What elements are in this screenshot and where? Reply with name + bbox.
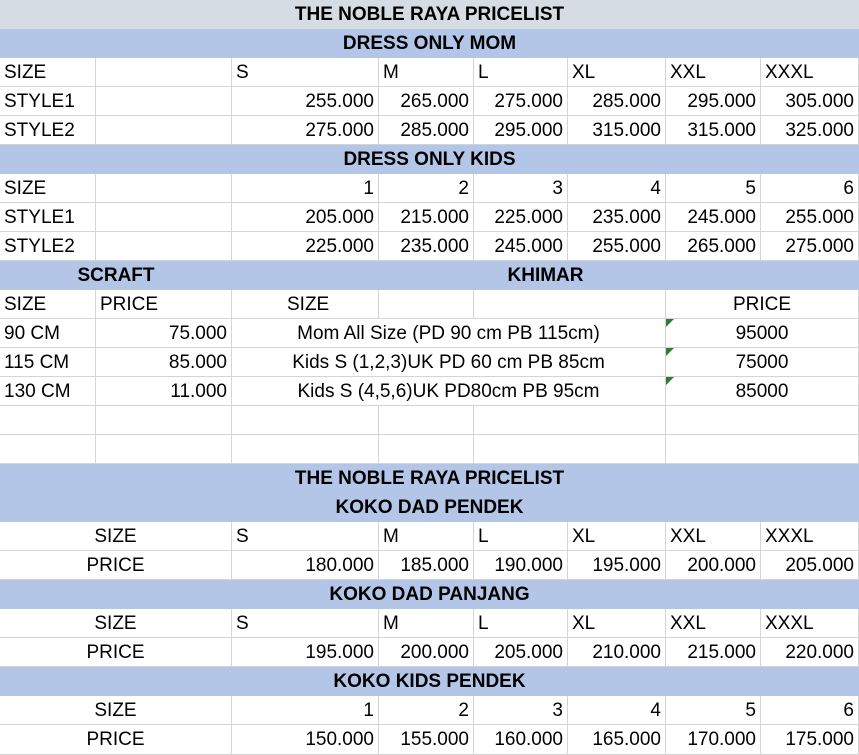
price-cell[interactable]: 185.000 <box>379 551 474 580</box>
size-cell[interactable]: L <box>474 522 568 551</box>
price-label[interactable]: PRICE <box>0 551 232 580</box>
price-cell[interactable]: 295.000 <box>666 87 761 116</box>
price-cell[interactable]: 190.000 <box>474 551 568 580</box>
empty-cell[interactable] <box>379 290 474 319</box>
price-cell[interactable]: 225.000 <box>232 232 379 261</box>
empty-cell[interactable] <box>96 116 232 145</box>
scraft-price[interactable]: 85.000 <box>96 348 232 377</box>
price-cell[interactable]: 165.000 <box>568 725 666 755</box>
empty-cell[interactable] <box>96 203 232 232</box>
empty-cell[interactable] <box>474 290 666 319</box>
size-cell[interactable]: 6 <box>761 174 859 203</box>
section-header-koko-panjang <box>0 580 859 609</box>
empty-cell[interactable] <box>96 435 232 464</box>
khimar-size[interactable]: Kids S (4,5,6)UK PD80cm PB 95cm <box>232 377 666 406</box>
koko-pendek-price-row <box>0 551 859 580</box>
price-cell[interactable]: 155.000 <box>379 725 474 755</box>
dress-kids-style2-row <box>0 232 859 261</box>
size-cell[interactable]: 2 <box>379 174 474 203</box>
price-cell[interactable]: 170.000 <box>666 725 761 755</box>
empty-cell[interactable] <box>96 406 232 435</box>
size-label[interactable]: SIZE <box>0 609 232 638</box>
empty-cell[interactable] <box>0 406 96 435</box>
size-label[interactable]: SIZE <box>0 174 96 203</box>
price-cell[interactable]: 205.000 <box>232 203 379 232</box>
scraft-khimar-row <box>0 377 859 406</box>
koko-panjang-price-row <box>0 638 859 667</box>
scraft-size[interactable]: 130 CM <box>0 377 96 406</box>
section-header-dress-mom <box>0 29 859 58</box>
size-cell[interactable]: XL <box>568 522 666 551</box>
price-cell[interactable]: 210.000 <box>568 638 666 667</box>
size-label[interactable]: SIZE <box>0 522 232 551</box>
khimar-size[interactable]: Kids S (1,2,3)UK PD 60 cm PB 85cm <box>232 348 666 377</box>
price-label[interactable]: PRICE <box>0 638 232 667</box>
khimar-title[interactable]: KHIMAR <box>507 265 584 286</box>
scraft-price[interactable]: 75.000 <box>96 319 232 348</box>
price-cell[interactable]: 245.000 <box>666 203 761 232</box>
price-cell[interactable]: 180.000 <box>232 551 379 580</box>
price-cell[interactable]: 255.000 <box>761 203 859 232</box>
scraft-price-label[interactable]: PRICE <box>96 290 232 319</box>
khimar-price-label[interactable]: PRICE <box>666 290 859 319</box>
scraft-khimar-row <box>0 348 859 377</box>
size-cell[interactable]: XXXL <box>761 522 859 551</box>
empty-cell[interactable] <box>96 58 232 87</box>
size-cell[interactable]: 1 <box>232 174 379 203</box>
blank-row <box>0 406 859 435</box>
price-cell[interactable]: 215.000 <box>666 638 761 667</box>
price-cell[interactable]: 305.000 <box>761 87 859 116</box>
scraft-price[interactable]: 11.000 <box>96 377 232 406</box>
style-label[interactable]: STYLE2 <box>0 232 96 261</box>
price-cell[interactable]: 265.000 <box>379 87 474 116</box>
dress-kids-title[interactable]: DRESS ONLY KIDS <box>343 149 516 170</box>
size-cell[interactable]: S <box>232 522 379 551</box>
size-cell[interactable]: 2 <box>379 696 474 725</box>
price-cell[interactable]: 275.000 <box>761 232 859 261</box>
price-cell[interactable]: 315.000 <box>568 116 666 145</box>
price-cell[interactable]: 235.000 <box>568 203 666 232</box>
dress-mom-size-row <box>0 58 859 87</box>
size-cell[interactable]: 1 <box>232 696 379 725</box>
khimar-price-value: 75000 <box>735 352 789 373</box>
price-cell[interactable]: 175.000 <box>761 725 859 755</box>
price-cell[interactable]: 285.000 <box>568 87 666 116</box>
price-cell[interactable]: 220.000 <box>761 638 859 667</box>
size-cell[interactable]: 5 <box>666 174 761 203</box>
price-label[interactable]: PRICE <box>0 725 232 755</box>
price-cell[interactable]: 255.000 <box>232 87 379 116</box>
size-cell[interactable]: XL <box>568 609 666 638</box>
koko-panjang-size-row <box>0 609 859 638</box>
scraft-size[interactable]: 115 CM <box>0 348 96 377</box>
price-cell[interactable]: 275.000 <box>474 87 568 116</box>
dress-mom-title[interactable]: DRESS ONLY MOM <box>342 33 517 54</box>
empty-cell[interactable] <box>474 435 666 464</box>
koko-kids-title[interactable]: KOKO KIDS PENDEK <box>333 671 526 692</box>
pricelist-title[interactable]: THE NOBLE RAYA PRICELIST <box>294 4 565 25</box>
size-cell[interactable]: XXL <box>666 522 761 551</box>
size-cell[interactable]: 4 <box>568 174 666 203</box>
price-cell[interactable]: 275.000 <box>232 116 379 145</box>
scraft-size-label[interactable]: SIZE <box>0 290 96 319</box>
price-cell[interactable]: 245.000 <box>474 232 568 261</box>
dress-mom-style2-row <box>0 116 859 145</box>
price-cell[interactable]: 315.000 <box>666 116 761 145</box>
koko-panjang-title[interactable]: KOKO DAD PANJANG <box>329 584 530 605</box>
size-cell[interactable]: XXXL <box>761 58 859 87</box>
size-cell[interactable]: 3 <box>474 174 568 203</box>
empty-cell[interactable] <box>666 406 859 435</box>
size-cell[interactable]: L <box>474 609 568 638</box>
size-cell[interactable]: 6 <box>761 696 859 725</box>
size-cell[interactable]: XXXL <box>761 609 859 638</box>
section-header-koko-pendek <box>0 464 859 522</box>
size-cell[interactable]: M <box>379 522 474 551</box>
empty-cell[interactable] <box>96 87 232 116</box>
empty-cell[interactable] <box>96 232 232 261</box>
price-cell[interactable]: 215.000 <box>379 203 474 232</box>
size-cell[interactable]: S <box>232 58 379 87</box>
size-cell[interactable]: 4 <box>568 696 666 725</box>
koko-pendek-title[interactable]: KOKO DAD PENDEK <box>335 497 524 518</box>
comment-flag-icon <box>666 319 674 327</box>
price-cell[interactable]: 150.000 <box>232 725 379 755</box>
koko-kids-price-row <box>0 725 859 755</box>
scraft-khimar-label-row <box>0 290 859 319</box>
price-cell[interactable]: 285.000 <box>379 116 474 145</box>
khimar-price[interactable] <box>666 319 859 348</box>
khimar-price-value: 95000 <box>735 323 789 344</box>
khimar-price[interactable] <box>666 348 859 377</box>
koko-pendek-size-row <box>0 522 859 551</box>
size-cell[interactable]: XXL <box>666 58 761 87</box>
price-cell[interactable]: 200.000 <box>379 638 474 667</box>
scraft-khimar-row <box>0 319 859 348</box>
empty-cell[interactable] <box>379 406 474 435</box>
dress-kids-style1-row <box>0 203 859 232</box>
khimar-price[interactable] <box>666 377 859 406</box>
blank-row <box>0 435 859 464</box>
empty-cell[interactable] <box>474 406 666 435</box>
size-label[interactable]: SIZE <box>0 58 96 87</box>
empty-cell[interactable] <box>232 406 379 435</box>
empty-cell[interactable] <box>96 174 232 203</box>
size-cell[interactable]: XXL <box>666 609 761 638</box>
empty-cell[interactable] <box>379 435 474 464</box>
size-label[interactable]: SIZE <box>0 696 232 725</box>
section-header-scraft-khimar <box>0 261 859 290</box>
comment-flag-icon <box>666 377 674 385</box>
style-label[interactable]: STYLE1 <box>0 203 96 232</box>
price-cell[interactable]: 160.000 <box>474 725 568 755</box>
dress-kids-size-row <box>0 174 859 203</box>
size-cell[interactable]: 3 <box>474 696 568 725</box>
pricelist-title-2[interactable]: THE NOBLE RAYA PRICELIST <box>294 468 565 489</box>
khimar-size[interactable]: Mom All Size (PD 90 cm PB 115cm) <box>232 319 666 348</box>
title-row <box>0 0 859 29</box>
price-cell[interactable]: 195.000 <box>232 638 379 667</box>
price-cell[interactable]: 325.000 <box>761 116 859 145</box>
scraft-size[interactable]: 90 CM <box>0 319 96 348</box>
size-cell[interactable]: M <box>379 58 474 87</box>
style-label[interactable]: STYLE2 <box>0 116 96 145</box>
comment-flag-icon <box>666 348 674 356</box>
empty-cell[interactable] <box>666 435 859 464</box>
price-cell[interactable]: 265.000 <box>666 232 761 261</box>
size-cell[interactable]: S <box>232 609 379 638</box>
size-cell[interactable]: XL <box>568 58 666 87</box>
section-header-dress-kids <box>0 145 859 174</box>
price-cell[interactable]: 200.000 <box>666 551 761 580</box>
section-header-koko-kids <box>0 667 859 696</box>
size-cell[interactable]: M <box>379 609 474 638</box>
koko-kids-size-row <box>0 696 859 725</box>
style-label[interactable]: STYLE1 <box>0 87 96 116</box>
khimar-size-label[interactable]: SIZE <box>232 290 379 319</box>
scraft-title[interactable]: SCRAFT <box>77 265 155 286</box>
empty-cell[interactable] <box>0 435 96 464</box>
empty-cell[interactable] <box>232 435 379 464</box>
price-cell[interactable]: 225.000 <box>474 203 568 232</box>
khimar-price-value: 85000 <box>735 381 789 402</box>
price-cell[interactable]: 195.000 <box>568 551 666 580</box>
size-cell[interactable]: L <box>474 58 568 87</box>
price-cell[interactable]: 205.000 <box>761 551 859 580</box>
dress-mom-style1-row <box>0 87 859 116</box>
size-cell[interactable]: 5 <box>666 696 761 725</box>
price-cell[interactable]: 235.000 <box>379 232 474 261</box>
price-cell[interactable]: 205.000 <box>474 638 568 667</box>
price-cell[interactable]: 295.000 <box>474 116 568 145</box>
price-cell[interactable]: 255.000 <box>568 232 666 261</box>
